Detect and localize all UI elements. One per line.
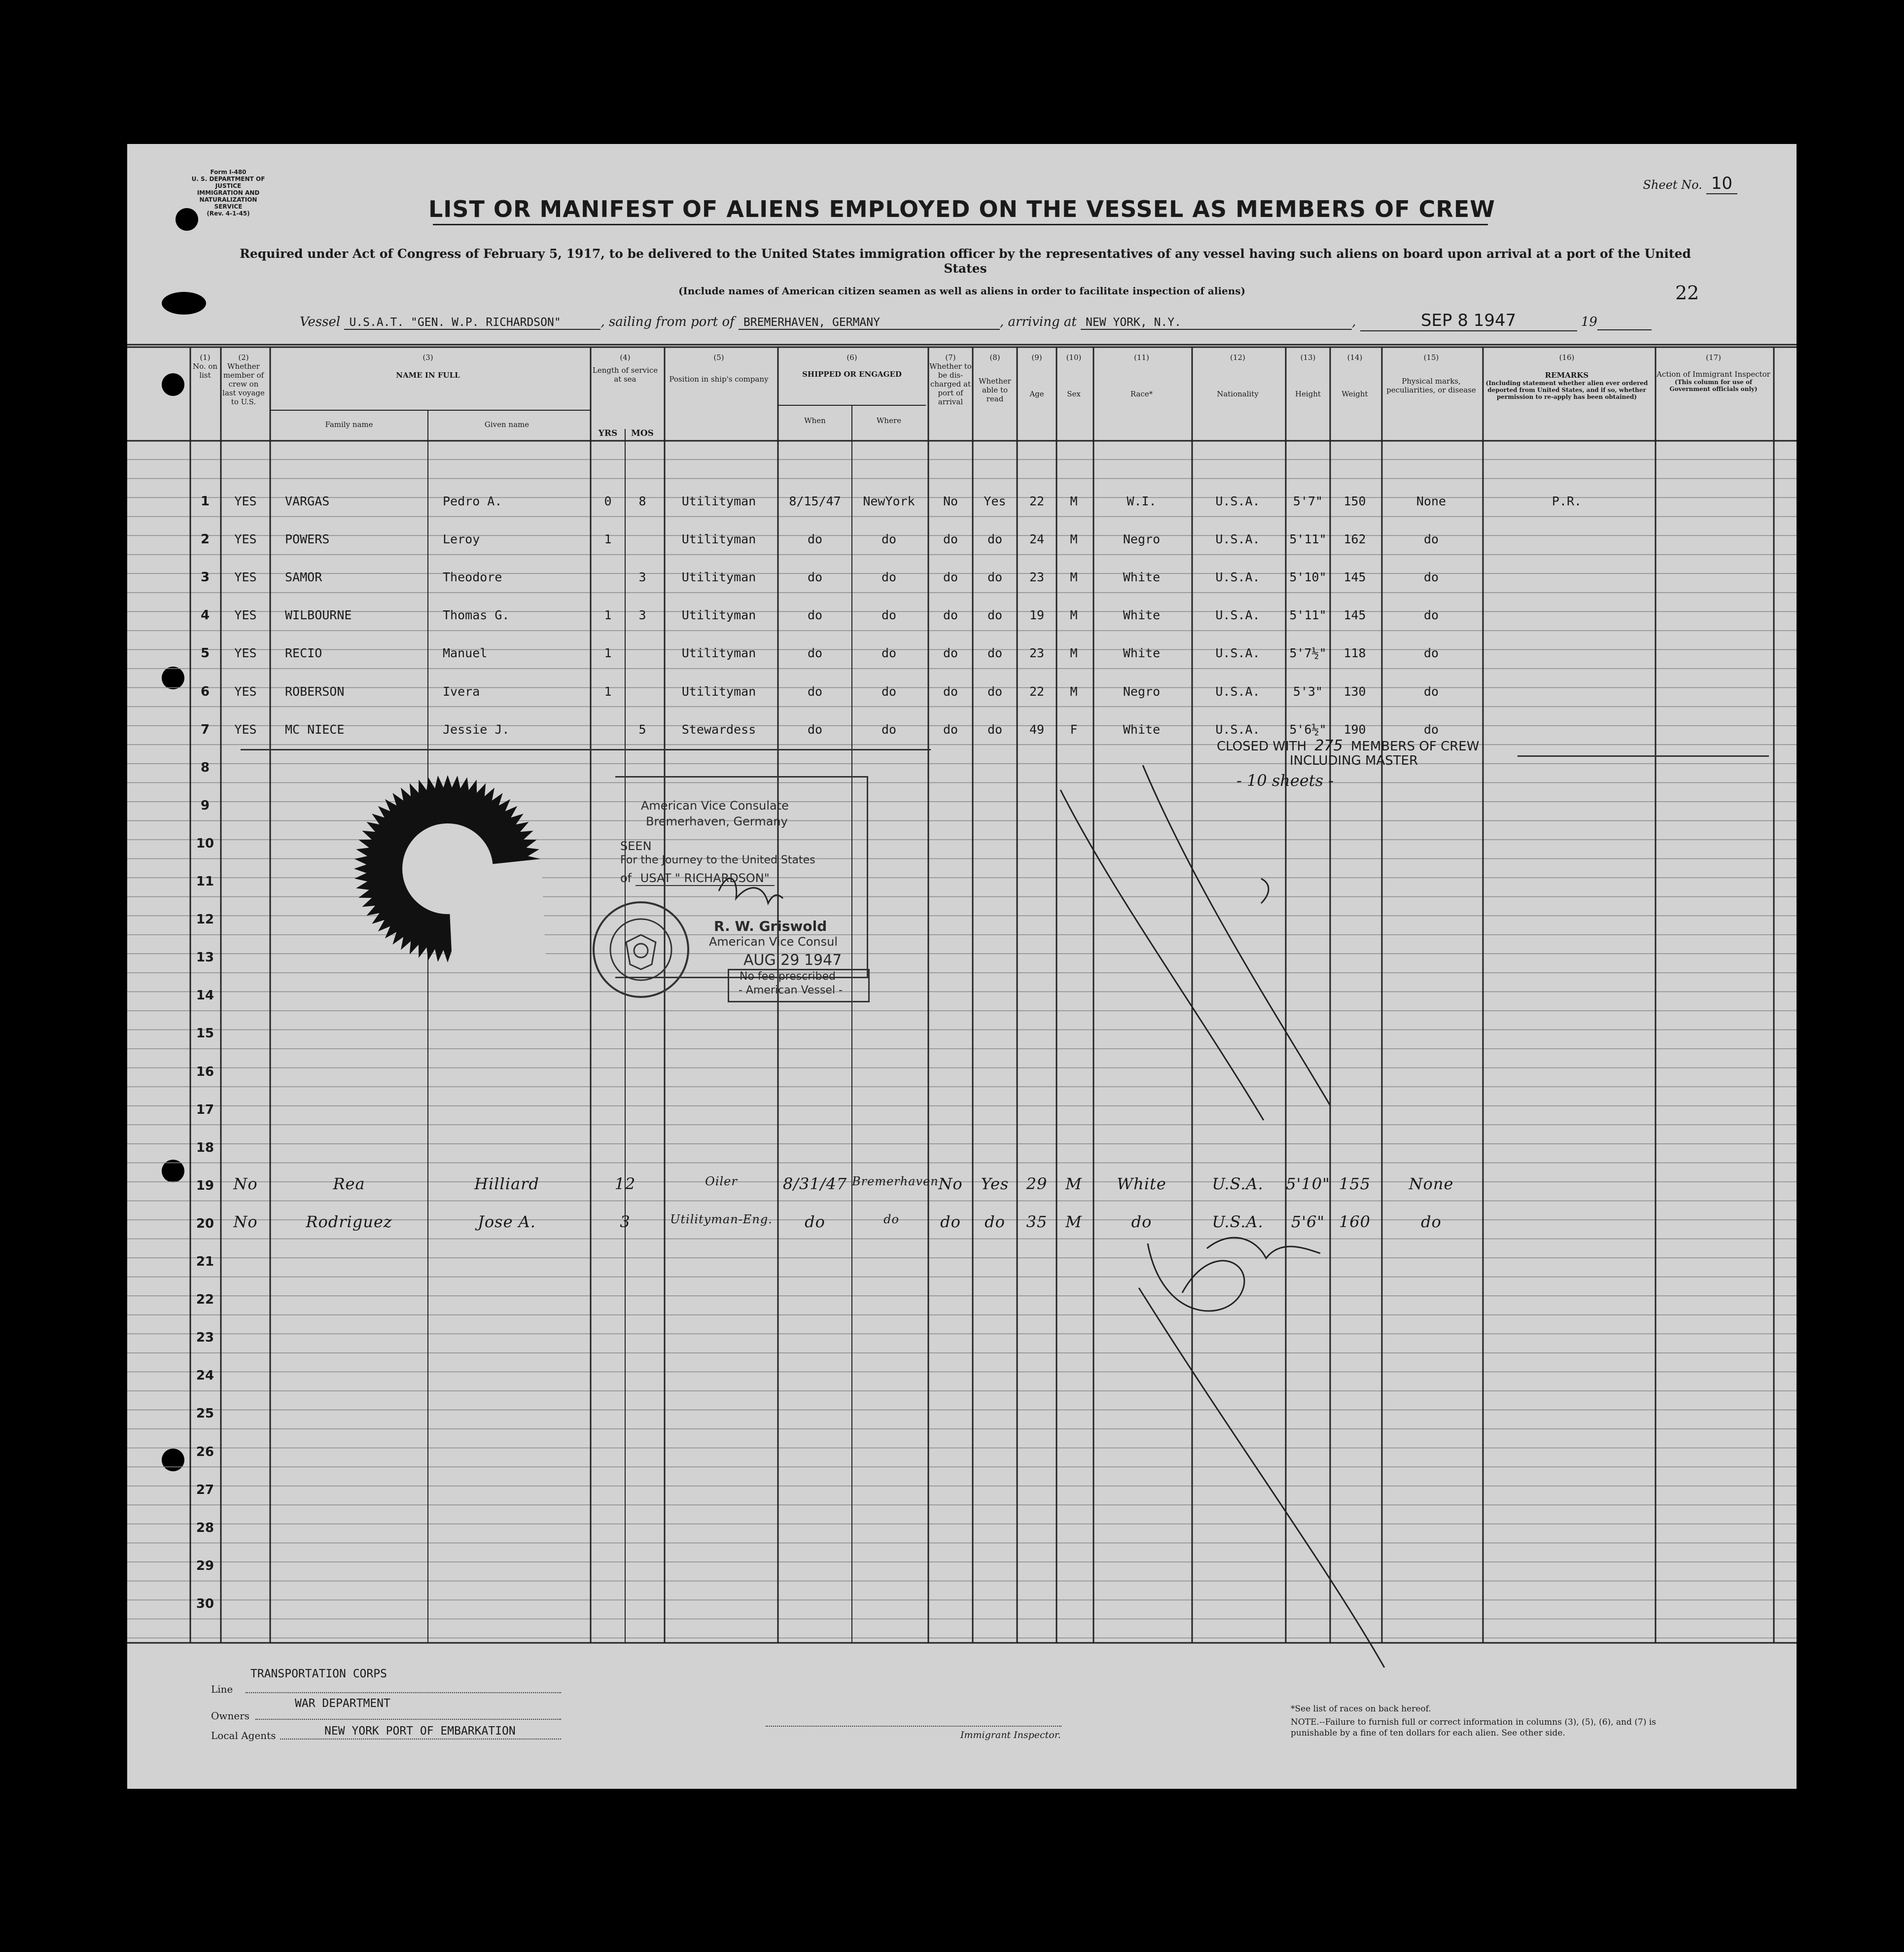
cell-weight: 145 bbox=[1343, 608, 1366, 623]
cell-when: do bbox=[807, 684, 823, 699]
header-when: When bbox=[804, 416, 826, 425]
cell-yrs: 1 bbox=[604, 532, 612, 547]
cell-age: 49 bbox=[1029, 722, 1045, 737]
cell-yrs: 0 bbox=[604, 494, 612, 508]
cell-age: 22 bbox=[1029, 494, 1045, 508]
header-col13: (13) Height bbox=[1295, 353, 1321, 398]
cell-height: 5'7½" bbox=[1289, 646, 1327, 661]
handwritten-cell-when: 8/31/47 bbox=[782, 1174, 847, 1193]
stamp-line: - American Vessel - bbox=[739, 984, 843, 996]
cell-age: 23 bbox=[1029, 570, 1045, 585]
header-yrs: YRS bbox=[598, 428, 618, 438]
cell-yrs: 1 bbox=[604, 646, 612, 661]
footer-note: NOTE.--Failure to furnish full or correct information in columns (3), (5), (6), and (7) is punishable by a fine of ten dollars for each alien. See other side. bbox=[1291, 1717, 1657, 1738]
cell-disch: No bbox=[943, 494, 958, 508]
handwritten-cell-pos: Utilityman-Eng. bbox=[670, 1212, 773, 1226]
cell-family: RECIO bbox=[285, 646, 322, 661]
cell-height: 5'10" bbox=[1289, 570, 1327, 585]
cell-sex: M bbox=[1070, 532, 1078, 547]
stamp-line: SEEN bbox=[620, 839, 652, 853]
row-number: 27 bbox=[196, 1482, 214, 1497]
row-number: 19 bbox=[196, 1178, 214, 1193]
row-number: 17 bbox=[196, 1102, 214, 1117]
cell-yrs: 1 bbox=[604, 608, 612, 623]
row-number: 26 bbox=[196, 1444, 214, 1459]
footer-agents-label: Local Agents bbox=[211, 1730, 276, 1741]
vessel-line: Vessel U.S.A.T. "GEN. W.P. RICHARDSON" , sailing from port of BREMERHAVEN, GERMANY , arriving at NEW YORK, N.Y. , SEP 8 1947 19 bbox=[300, 311, 1652, 331]
cell-age: 22 bbox=[1029, 684, 1045, 699]
cell-age: 23 bbox=[1029, 646, 1045, 661]
header-col8: (8) Whether able to read bbox=[979, 353, 1011, 403]
header-col10: (10) Sex bbox=[1066, 353, 1082, 398]
cell-nat: U.S.A. bbox=[1215, 608, 1260, 623]
cell-nat: U.S.A. bbox=[1215, 494, 1260, 508]
stamp-line: American Vice Consulate bbox=[641, 799, 789, 813]
cell-pos: Utilityman bbox=[681, 608, 756, 623]
footer-agents-value: NEW YORK PORT OF EMBARKATION bbox=[324, 1725, 516, 1738]
cell-when: do bbox=[807, 608, 823, 623]
cell-prev: YES bbox=[234, 532, 257, 547]
cell-pos: Utilityman bbox=[681, 646, 756, 661]
cell-pos: Utilityman bbox=[681, 494, 756, 508]
row-number: 9 bbox=[200, 798, 210, 813]
cell-disch: do bbox=[943, 684, 958, 699]
cell-race: White bbox=[1123, 570, 1161, 585]
handwritten-cell-pos: Oiler bbox=[705, 1174, 738, 1188]
cell-age: 24 bbox=[1029, 532, 1045, 547]
cell-race: White bbox=[1123, 608, 1161, 623]
cell-marks: do bbox=[1423, 684, 1439, 699]
row-number: 23 bbox=[196, 1330, 214, 1346]
handwritten-cell-race: do bbox=[1131, 1212, 1152, 1231]
header-col16: (16) REMARKS (Including statement whether alien ever ordered deported from United States, and if so, whether permission to re-apply has been obtained) bbox=[1485, 353, 1648, 400]
row-number: 2 bbox=[200, 532, 210, 547]
cell-marks: do bbox=[1423, 608, 1439, 623]
row-number: 11 bbox=[196, 874, 214, 889]
cell-disch: do bbox=[943, 608, 958, 623]
handwritten-cell-marks: do bbox=[1421, 1212, 1442, 1231]
row-number: 6 bbox=[200, 684, 210, 699]
cell-weight: 150 bbox=[1343, 494, 1366, 508]
cell-when: 8/15/47 bbox=[789, 494, 841, 508]
handwritten-cell-prev: No bbox=[233, 1174, 258, 1193]
cell-mos: 3 bbox=[638, 570, 646, 585]
pen-strikeout-marks bbox=[127, 144, 1797, 1789]
handwritten-cell-given: Hilliard bbox=[474, 1174, 539, 1193]
header-col14: (14) Weight bbox=[1341, 353, 1368, 398]
cell-given: Theodore bbox=[443, 570, 502, 585]
row-number: 3 bbox=[200, 570, 210, 585]
header-mos: MOS bbox=[631, 428, 654, 438]
row-number: 13 bbox=[196, 950, 214, 965]
handwritten-cell-disch: No bbox=[938, 1174, 963, 1193]
cell-when: do bbox=[807, 646, 823, 661]
handwritten-cell-age: 29 bbox=[1026, 1174, 1048, 1193]
cell-prev: YES bbox=[234, 494, 257, 508]
handwritten-cell-weight: 160 bbox=[1339, 1212, 1371, 1231]
cell-sex: M bbox=[1070, 494, 1078, 508]
cell-where: do bbox=[881, 646, 897, 661]
row-number: 1 bbox=[200, 494, 210, 509]
cell-mos: 8 bbox=[638, 494, 646, 508]
cell-nat: U.S.A. bbox=[1215, 684, 1260, 699]
cell-height: 5'7" bbox=[1293, 494, 1323, 508]
cell-sex: M bbox=[1070, 646, 1078, 661]
form-identifier: Form I-480 U. S. DEPARTMENT OF JUSTICE IMMIGRATION AND NATURALIZATION SERVICE (Rev. 4-1-45) bbox=[191, 169, 265, 217]
handwritten-cell-nat: U.S.A. bbox=[1212, 1174, 1264, 1193]
cell-read: do bbox=[987, 608, 1003, 623]
arrival-date-stamp: SEP 8 1947 bbox=[1360, 311, 1577, 331]
cell-where: do bbox=[881, 722, 897, 737]
footer-rule bbox=[255, 1719, 561, 1720]
cell-family: WILBOURNE bbox=[285, 608, 352, 623]
cell-prev: YES bbox=[234, 608, 257, 623]
row-number: 5 bbox=[200, 646, 210, 661]
cell-race: W.I. bbox=[1127, 494, 1157, 508]
footer-rule bbox=[246, 1692, 561, 1693]
closing-sheets: - 10 sheets - bbox=[1236, 771, 1334, 790]
row-number: 12 bbox=[196, 912, 214, 927]
cell-where: do bbox=[881, 684, 897, 699]
cell-mos: 5 bbox=[638, 722, 646, 737]
include-note: (Include names of American citizen seamen as well as aliens in order to facilitate inspection of aliens) bbox=[678, 285, 1246, 297]
cell-nat: U.S.A. bbox=[1215, 532, 1260, 547]
row-number: 30 bbox=[196, 1596, 214, 1611]
cell-family: VARGAS bbox=[285, 494, 330, 508]
cell-where: do bbox=[881, 532, 897, 547]
cell-nat: U.S.A. bbox=[1215, 570, 1260, 585]
footer-note: *See list of races on back hereof. bbox=[1291, 1704, 1431, 1714]
cell-prev: YES bbox=[234, 722, 257, 737]
cell-where: do bbox=[881, 608, 897, 623]
handwritten-cell-family: Rodriguez bbox=[306, 1212, 392, 1231]
page-mark: 22 bbox=[1675, 282, 1699, 304]
cell-marks: do bbox=[1423, 722, 1439, 737]
stamp-line: No fee prescribed bbox=[740, 970, 836, 983]
cell-read: do bbox=[987, 646, 1003, 661]
row-number: 4 bbox=[200, 608, 210, 623]
cell-mos: 3 bbox=[638, 608, 646, 623]
inspector-label: Immigrant Inspector. bbox=[960, 1730, 1061, 1740]
cell-read: do bbox=[987, 532, 1003, 547]
cell-prev: YES bbox=[234, 646, 257, 661]
cell-height: 5'6½" bbox=[1289, 722, 1327, 737]
cell-sex: M bbox=[1070, 570, 1078, 585]
row-number: 8 bbox=[200, 760, 210, 775]
cell-marks: None bbox=[1416, 494, 1446, 508]
cell-race: Negro bbox=[1123, 532, 1161, 547]
cell-sex: F bbox=[1070, 722, 1078, 737]
footer-line-value: TRANSPORTATION CORPS bbox=[250, 1668, 387, 1680]
cell-height: 5'11" bbox=[1289, 532, 1327, 547]
cell-sex: M bbox=[1070, 608, 1078, 623]
header-col5: (5) Position in ship's company bbox=[669, 353, 769, 384]
cell-marks: do bbox=[1423, 570, 1439, 585]
header-col6: (6) SHIPPED OR ENGAGED bbox=[802, 353, 902, 379]
cell-yrs: 1 bbox=[604, 684, 612, 699]
handwritten-cell-weight: 155 bbox=[1339, 1174, 1371, 1193]
cell-disch: do bbox=[943, 532, 958, 547]
footer-owners-value: WAR DEPARTMENT bbox=[295, 1697, 390, 1710]
handwritten-cell-nat: U.S.A. bbox=[1212, 1212, 1264, 1231]
cell-marks: do bbox=[1423, 646, 1439, 661]
cell-nat: U.S.A. bbox=[1215, 646, 1260, 661]
header-where: Where bbox=[876, 416, 901, 425]
stamp-line: of USAT " RICHARDSON" bbox=[620, 871, 775, 885]
port-from: BREMERHAVEN, GERMANY bbox=[739, 316, 1000, 330]
footer-line-label: Line bbox=[211, 1683, 233, 1695]
header-family-name: Family name bbox=[325, 420, 373, 429]
handwritten-cell-height: 5'10" bbox=[1286, 1174, 1330, 1193]
header-col3: (3) NAME IN FULL bbox=[396, 353, 460, 380]
cell-read: Yes bbox=[984, 494, 1006, 508]
header-col7: (7) Whether to be dis-charged at port of arrival bbox=[929, 353, 972, 406]
header-col1: (1) No. on list bbox=[192, 353, 218, 380]
header-given-name: Given name bbox=[484, 420, 529, 429]
row-number: 20 bbox=[196, 1216, 214, 1231]
cell-race: White bbox=[1123, 722, 1161, 737]
handwritten-cell-where: do bbox=[883, 1212, 899, 1226]
row-number: 24 bbox=[196, 1368, 214, 1384]
cell-given: Pedro A. bbox=[443, 494, 502, 508]
cell-weight: 162 bbox=[1343, 532, 1366, 547]
page-title: LIST OR MANIFEST OF ALIENS EMPLOYED ON THE VESSEL AS MEMBERS OF CREW bbox=[428, 196, 1495, 222]
stamp-line: AUG 29 1947 bbox=[743, 952, 842, 969]
cell-where: NewYork bbox=[863, 494, 915, 508]
handwritten-cell-yrs: 3 bbox=[620, 1212, 631, 1231]
row-number: 22 bbox=[196, 1292, 214, 1308]
handwritten-cell-read: Yes bbox=[981, 1174, 1009, 1193]
handwritten-cell-age: 35 bbox=[1026, 1212, 1048, 1231]
handwritten-cell-yrs: 12 bbox=[614, 1174, 636, 1193]
handwritten-cell-when: do bbox=[805, 1212, 825, 1231]
stamp-line: R. W. Griswold bbox=[714, 918, 827, 934]
cell-race: Negro bbox=[1123, 684, 1161, 699]
cell-when: do bbox=[807, 722, 823, 737]
cell-given: Manuel bbox=[443, 646, 488, 661]
footer-owners-label: Owners bbox=[211, 1710, 250, 1722]
cell-given: Ivera bbox=[443, 684, 480, 699]
row-number: 25 bbox=[196, 1406, 214, 1421]
handwritten-cell-where: Bremerhaven bbox=[852, 1174, 939, 1188]
cell-weight: 118 bbox=[1343, 646, 1366, 661]
header-col9: (9) Age bbox=[1029, 353, 1044, 398]
cell-nat: U.S.A. bbox=[1215, 722, 1260, 737]
handwritten-cell-height: 5'6" bbox=[1291, 1212, 1325, 1231]
cell-family: ROBERSON bbox=[285, 684, 345, 699]
closing-including: INCLUDING MASTER bbox=[1290, 753, 1418, 768]
cell-read: do bbox=[987, 570, 1003, 585]
cell-disch: do bbox=[943, 570, 958, 585]
cell-family: MC NIECE bbox=[285, 722, 345, 737]
stamp-line: For the Journey to the United States bbox=[620, 854, 815, 866]
handwritten-cell-sex: M bbox=[1065, 1212, 1082, 1231]
port-to: NEW YORK, N.Y. bbox=[1081, 316, 1352, 330]
sheet-number: Sheet No. 10 bbox=[1643, 174, 1738, 194]
row-number: 28 bbox=[196, 1520, 214, 1535]
cell-race: White bbox=[1123, 646, 1161, 661]
stamp-line: Bremerhaven, Germany bbox=[646, 815, 788, 828]
cell-age: 19 bbox=[1029, 608, 1045, 623]
required-statement: Required under Act of Congress of February 5, 1917, to be delivered to the United States immigration officer by the representatives of any vessel having such aliens on board upon arrival at a port of the United States bbox=[240, 247, 1691, 276]
handwritten-cell-given: Jose A. bbox=[478, 1212, 536, 1231]
cell-when: do bbox=[807, 570, 823, 585]
cell-weight: 145 bbox=[1343, 570, 1366, 585]
handwritten-cell-race: White bbox=[1117, 1174, 1166, 1193]
cell-given: Leroy bbox=[443, 532, 480, 547]
cell-weight: 130 bbox=[1343, 684, 1366, 699]
row-number: 7 bbox=[200, 722, 210, 737]
row-number: 29 bbox=[196, 1558, 214, 1573]
cell-family: SAMOR bbox=[285, 570, 322, 585]
cell-remarks: P.R. bbox=[1551, 494, 1582, 508]
stamp-line: American Vice Consul bbox=[709, 935, 838, 949]
header-col17: (17) Action of Immigrant Inspector (This column for use of Government officials only) bbox=[1657, 353, 1770, 392]
handwritten-cell-marks: None bbox=[1409, 1174, 1454, 1193]
handwritten-cell-sex: M bbox=[1065, 1174, 1082, 1193]
handwritten-cell-family: Rea bbox=[333, 1174, 365, 1193]
vessel-name: U.S.A.T. "GEN. W.P. RICHARDSON" bbox=[344, 316, 600, 330]
header-col2: (2) Whether member of crew on last voyage to U.S. bbox=[222, 353, 265, 406]
cell-prev: YES bbox=[234, 570, 257, 585]
cell-given: Jessie J. bbox=[443, 722, 510, 737]
cell-read: do bbox=[987, 684, 1003, 699]
cell-marks: do bbox=[1423, 532, 1439, 547]
cell-height: 5'11" bbox=[1289, 608, 1327, 623]
handwritten-cell-read: do bbox=[985, 1212, 1005, 1231]
cell-prev: YES bbox=[234, 684, 257, 699]
cell-pos: Stewardess bbox=[681, 722, 756, 737]
cell-read: do bbox=[987, 722, 1003, 737]
row-number: 21 bbox=[196, 1254, 214, 1269]
handwritten-cell-prev: No bbox=[233, 1212, 258, 1231]
cell-sex: M bbox=[1070, 684, 1078, 699]
row-number: 18 bbox=[196, 1140, 214, 1155]
header-col11: (11) Race* bbox=[1130, 353, 1153, 398]
cell-pos: Utilityman bbox=[681, 532, 756, 547]
cell-family: POWERS bbox=[285, 532, 330, 547]
header-col12: (12) Nationality bbox=[1217, 353, 1259, 398]
row-number: 15 bbox=[196, 1026, 214, 1041]
cell-pos: Utilityman bbox=[681, 570, 756, 585]
handwritten-cell-disch: do bbox=[940, 1212, 961, 1231]
manifest-sheet bbox=[127, 144, 1797, 1789]
row-number: 10 bbox=[196, 836, 214, 851]
cell-disch: do bbox=[943, 646, 958, 661]
inspector-rule bbox=[766, 1726, 1061, 1727]
row-number: 16 bbox=[196, 1064, 214, 1079]
row-number: 14 bbox=[196, 988, 214, 1003]
cell-pos: Utilityman bbox=[681, 684, 756, 699]
closing-stamp: CLOSED WITH 275 MEMBERS OF CREW bbox=[1217, 737, 1480, 754]
cell-disch: do bbox=[943, 722, 958, 737]
header-col15: (15) Physical marks, peculiarities, or disease bbox=[1386, 353, 1476, 394]
cell-where: do bbox=[881, 570, 897, 585]
cell-weight: 190 bbox=[1343, 722, 1366, 737]
cell-given: Thomas G. bbox=[443, 608, 510, 623]
cell-when: do bbox=[807, 532, 823, 547]
header-col4: (4) Length of service at sea bbox=[592, 353, 658, 384]
cell-height: 5'3" bbox=[1293, 684, 1323, 699]
